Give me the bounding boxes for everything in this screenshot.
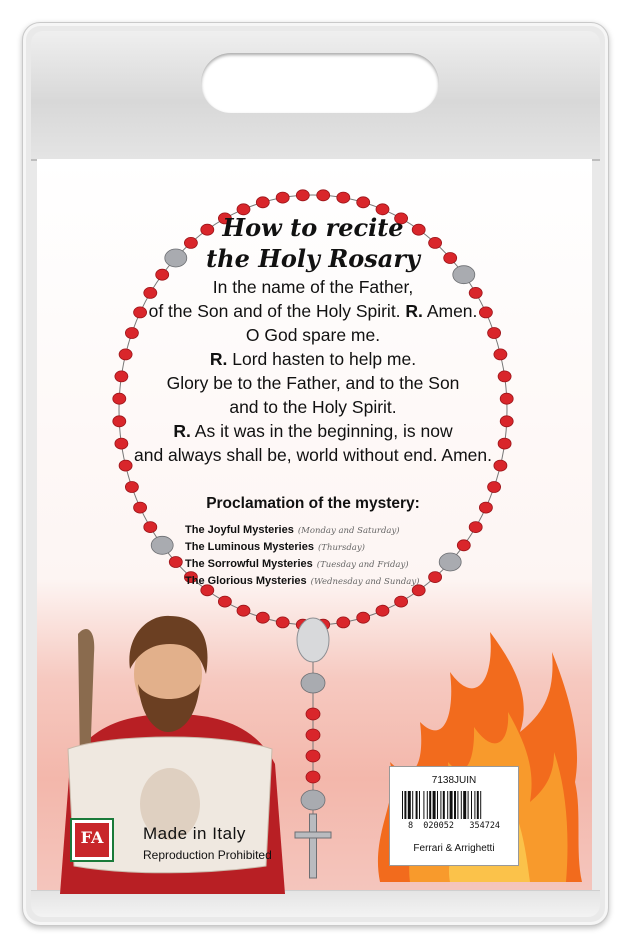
made-in-italy-label: Made in Italy — [143, 824, 246, 843]
rosary-bead-red — [376, 605, 389, 616]
title-line-1: How to recite — [222, 213, 404, 242]
prayer-line-2-end: Amen. — [422, 301, 478, 321]
mystery-item — [185, 573, 485, 590]
barcode-bar — [404, 791, 406, 819]
mystery-item — [185, 522, 485, 539]
rosary-bead-red — [218, 596, 231, 607]
prayer-line-3: O God spare me. — [245, 325, 381, 345]
prayer-line-6: and to the Holy Spirit. — [229, 397, 397, 417]
prayer-line-1: In the name of the Father, — [212, 277, 414, 297]
mysteries-list — [185, 522, 485, 590]
barcode-bar — [416, 791, 418, 819]
barcode-bar — [433, 791, 436, 819]
product-code: 7138JUIN — [431, 775, 477, 786]
prayer-line-5: Glory be to the Father, and to the Son — [166, 373, 460, 393]
barcode-bar — [412, 791, 413, 819]
mystery-days: (Wednesday and Sunday) — [310, 577, 420, 587]
mystery-days: (Tuesday and Friday) — [316, 560, 409, 570]
mystery-name: The Sorrowful Mysteries — [185, 558, 313, 570]
barcode-bar — [429, 791, 431, 819]
prayer-line-8: and always shall be, world without end. Amen. — [134, 445, 492, 465]
rosary-bead-red — [125, 482, 138, 493]
rosary-bead-red — [357, 197, 370, 208]
rosary-bead-red — [337, 617, 350, 628]
barcode-bar — [480, 791, 481, 819]
barcode-bar — [454, 791, 456, 819]
prayer-line-4-text: Lord hasten to help me. — [227, 349, 417, 369]
publisher-logo-mark: FA — [75, 823, 109, 857]
rosary-bead-red — [306, 729, 320, 741]
barcode-bar — [427, 791, 428, 819]
rosary-centerpiece — [297, 618, 329, 662]
barcode-bar — [447, 791, 448, 819]
barcode-bar — [440, 791, 441, 819]
response-marker: R. — [405, 301, 423, 321]
barcode-bar — [468, 791, 469, 819]
barcode-bar — [477, 791, 479, 819]
response-marker: R. — [209, 349, 228, 369]
prayer-line-4 — [0, 347, 626, 371]
prayer-line-7 — [0, 419, 626, 443]
rosary-bead-red — [276, 617, 289, 628]
title-line-2: the Holy Rosary — [206, 244, 420, 273]
mystery-name: The Luminous Mysteries — [185, 541, 314, 553]
mystery-name: The Joyful Mysteries — [185, 524, 294, 536]
prayer-line-2-text: of the Son and of the Holy Spirit. — [148, 301, 406, 321]
barcode-bar — [457, 791, 458, 819]
rosary-bead-red — [144, 522, 157, 533]
barcode-bar — [463, 791, 466, 819]
rosary-bead-red — [256, 197, 269, 208]
rosary-bead-red — [395, 596, 408, 607]
prayer-line-7-text: As it was in the beginning, is now — [190, 421, 453, 441]
crucifix-horizontal — [295, 832, 331, 838]
barcode-bar — [408, 791, 411, 819]
barcode-bar — [443, 791, 445, 819]
rosary-bead-grey — [301, 673, 325, 693]
rosary-bead-red — [357, 612, 370, 623]
barcode-bar — [423, 791, 424, 819]
proclamation-heading: Proclamation of the mystery: — [206, 495, 420, 512]
rosary-bead-red — [317, 190, 330, 201]
barcode-bar — [461, 791, 462, 819]
mystery-item — [185, 539, 485, 556]
rosary-bead-red — [306, 750, 320, 762]
rosary-bead-red — [256, 612, 269, 623]
rosary-bead-red — [306, 771, 320, 783]
barcode-bar — [450, 791, 453, 819]
rosary-bead-red — [488, 482, 501, 493]
barcode-bar — [471, 791, 472, 819]
barcode-bar — [474, 791, 475, 819]
prayer-line-2 — [0, 299, 626, 323]
rosary-bead-grey — [301, 790, 325, 810]
rosary-bead-red — [169, 557, 182, 568]
publisher-logo — [70, 818, 114, 862]
mystery-item — [185, 556, 485, 573]
barcode-bar — [419, 791, 420, 819]
barcode-digits: 8 020052 354724 — [407, 821, 501, 831]
mystery-days: (Monday and Saturday) — [297, 526, 400, 536]
rosary-bead-red — [306, 708, 320, 720]
rosary-bead-red — [237, 605, 250, 616]
mystery-days: (Thursday) — [317, 543, 365, 553]
rosary-bead-red — [296, 190, 309, 201]
response-marker: R. — [173, 421, 191, 441]
reproduction-notice: Reproduction Prohibited — [143, 848, 272, 862]
barcode-bar — [437, 791, 438, 819]
mystery-name: The Glorious Mysteries — [185, 575, 307, 587]
barcode-bars — [402, 791, 506, 821]
barcode-label — [389, 766, 519, 866]
rosary-bead-grey — [151, 536, 173, 554]
made-in-italy-block — [70, 810, 285, 870]
manufacturer-name: Ferrari & Arrighetti — [413, 843, 495, 854]
rosary-bead-red — [337, 192, 350, 203]
rosary-bead-red — [276, 192, 289, 203]
crucifix-vertical — [310, 814, 317, 878]
barcode-bar — [402, 791, 403, 819]
